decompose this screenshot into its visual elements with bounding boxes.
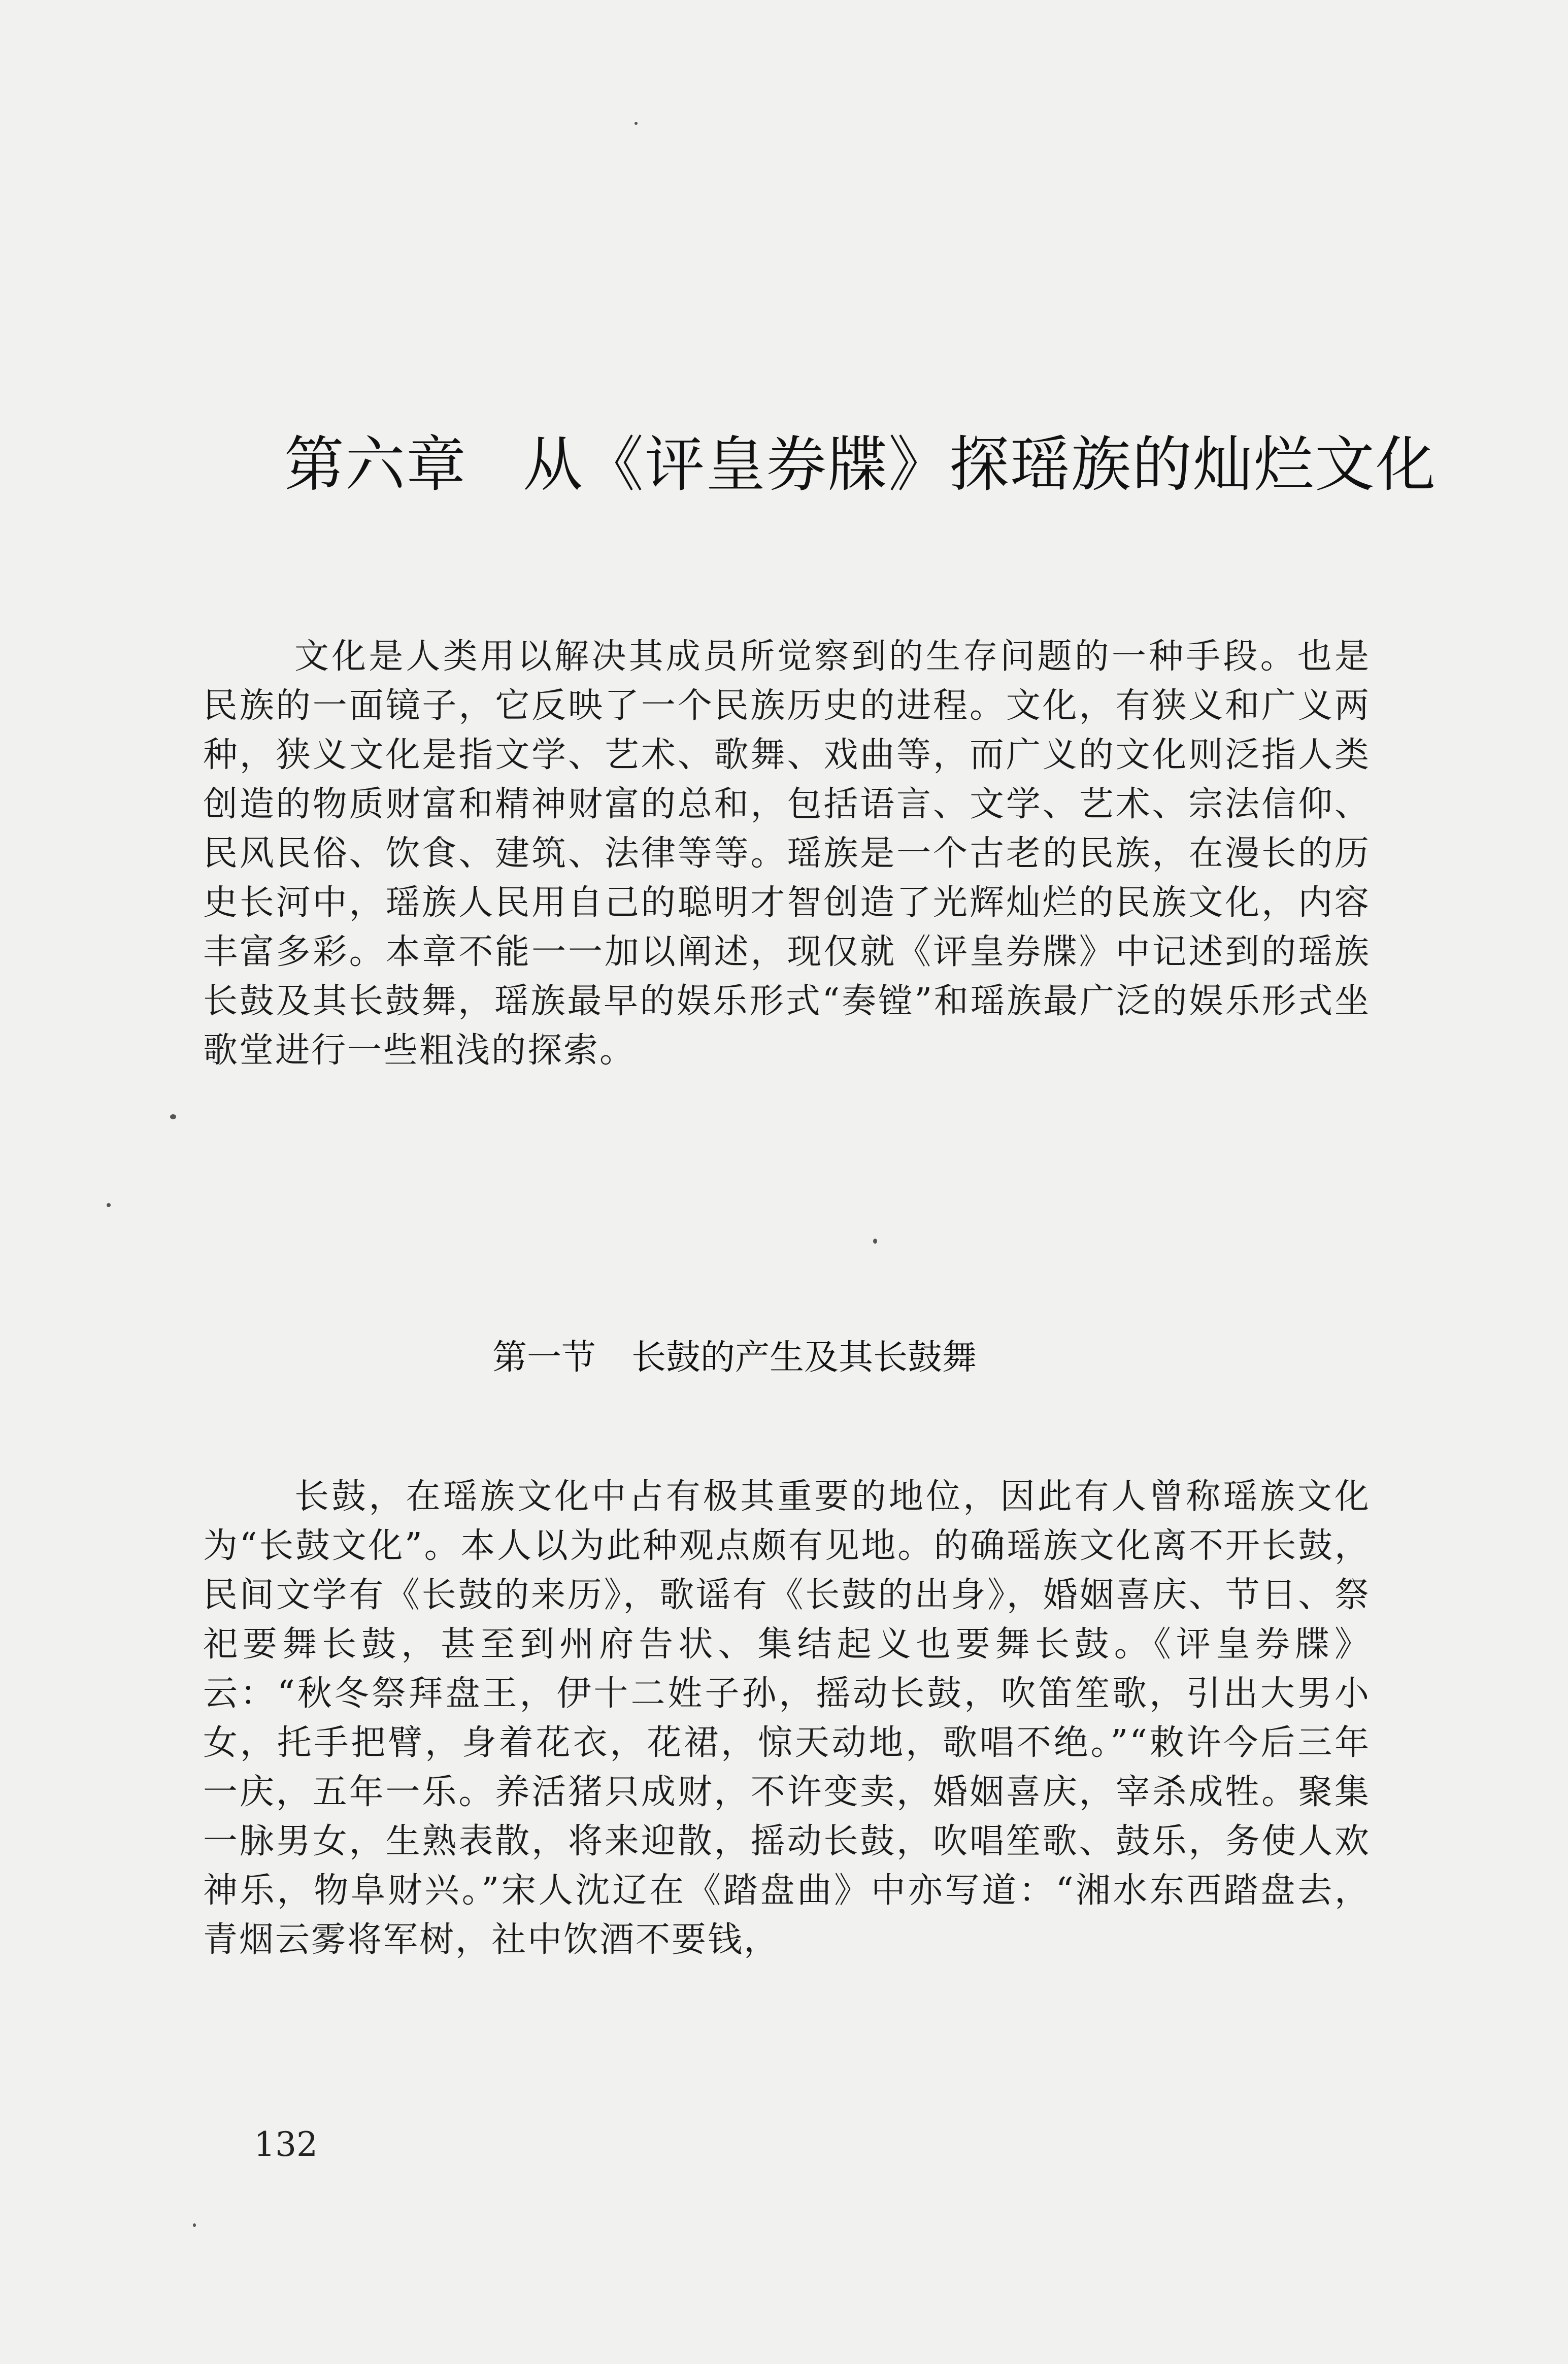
chapter-title <box>284 426 1437 503</box>
section-paragraph: 长鼓，在瑶族文化中占有极其重要的地位，因此有人曾称瑶族文化为“长鼓文化”。本人以为此种观点颇有见地。的确瑶族文化离不开长鼓，民间文学有《长鼓的来历》，歌谣有《长鼓的出身》，婚姻喜庆、节日、祭祀要舞长鼓，甚至到州府告状、集结起义也要舞长鼓。《评皇券牒》云：“秋冬祭拜盘王，伊十二姓子孙，摇动长鼓，吹笛笙歌，引出大男小女，托手把臂，身着花衣，花裙，惊天动地，歌唱不绝。”“敕许今后三年一庆，五年一乐。养活猪只成财，不许变卖，婚姻喜庆，宰杀成牲。聚集一脉男女，生熟表散，将来迎散，摇动长鼓，吹唱笙歌、鼓乐，务使人欢神乐，物阜财兴。”宋人沈辽在《踏盘曲》中亦写道：“湘水东西踏盘去，青烟云雾将军树，社中饮酒不要钱， <box>203 1477 1371 1960</box>
scan-speck <box>635 122 638 125</box>
chapter-number: 第六章 <box>284 429 468 500</box>
scan-speck <box>193 2223 196 2227</box>
page-number: 132 <box>254 2125 318 2164</box>
section-number: 第一节 <box>492 1338 596 1378</box>
intro-paragraph: 文化是人类用以解决其成员所觉察到的生存问题的一种手段。也是民族的一面镜子，它反映了一个民族历史的进程。文化，有狭义和广义两种，狭义文化是指文学、艺术、歌舞、戏曲等，而广义的文化则泛指人类创造的物质财富和精神财富的总和，包括语言、文学、艺术、宗法信仰、民风民俗、饮食、建筑、法律等等。瑶族是一个古老的民族，在漫长的历史长河中，瑶族人民用自己的聪明才智创造了光辉灿烂的民族文化，内容丰富多彩。本章不能一一加以阐述，现仅就《评皇券牒》中记述到的瑶族长鼓及其长鼓舞，瑶族最早的娱乐形式“奏镗”和瑶族最广泛的娱乐形式坐歌堂进行一些粗浅的探索。 <box>203 637 1371 1071</box>
section-name: 长鼓的产生及其长鼓舞 <box>631 1338 977 1378</box>
section-title <box>492 1335 1152 1381</box>
scan-speck <box>873 1239 877 1244</box>
chapter-name: 从《评皇券牒》探瑶族的灿烂文化 <box>523 429 1437 500</box>
scan-speck <box>107 1203 111 1207</box>
scan-speck <box>170 1114 176 1119</box>
